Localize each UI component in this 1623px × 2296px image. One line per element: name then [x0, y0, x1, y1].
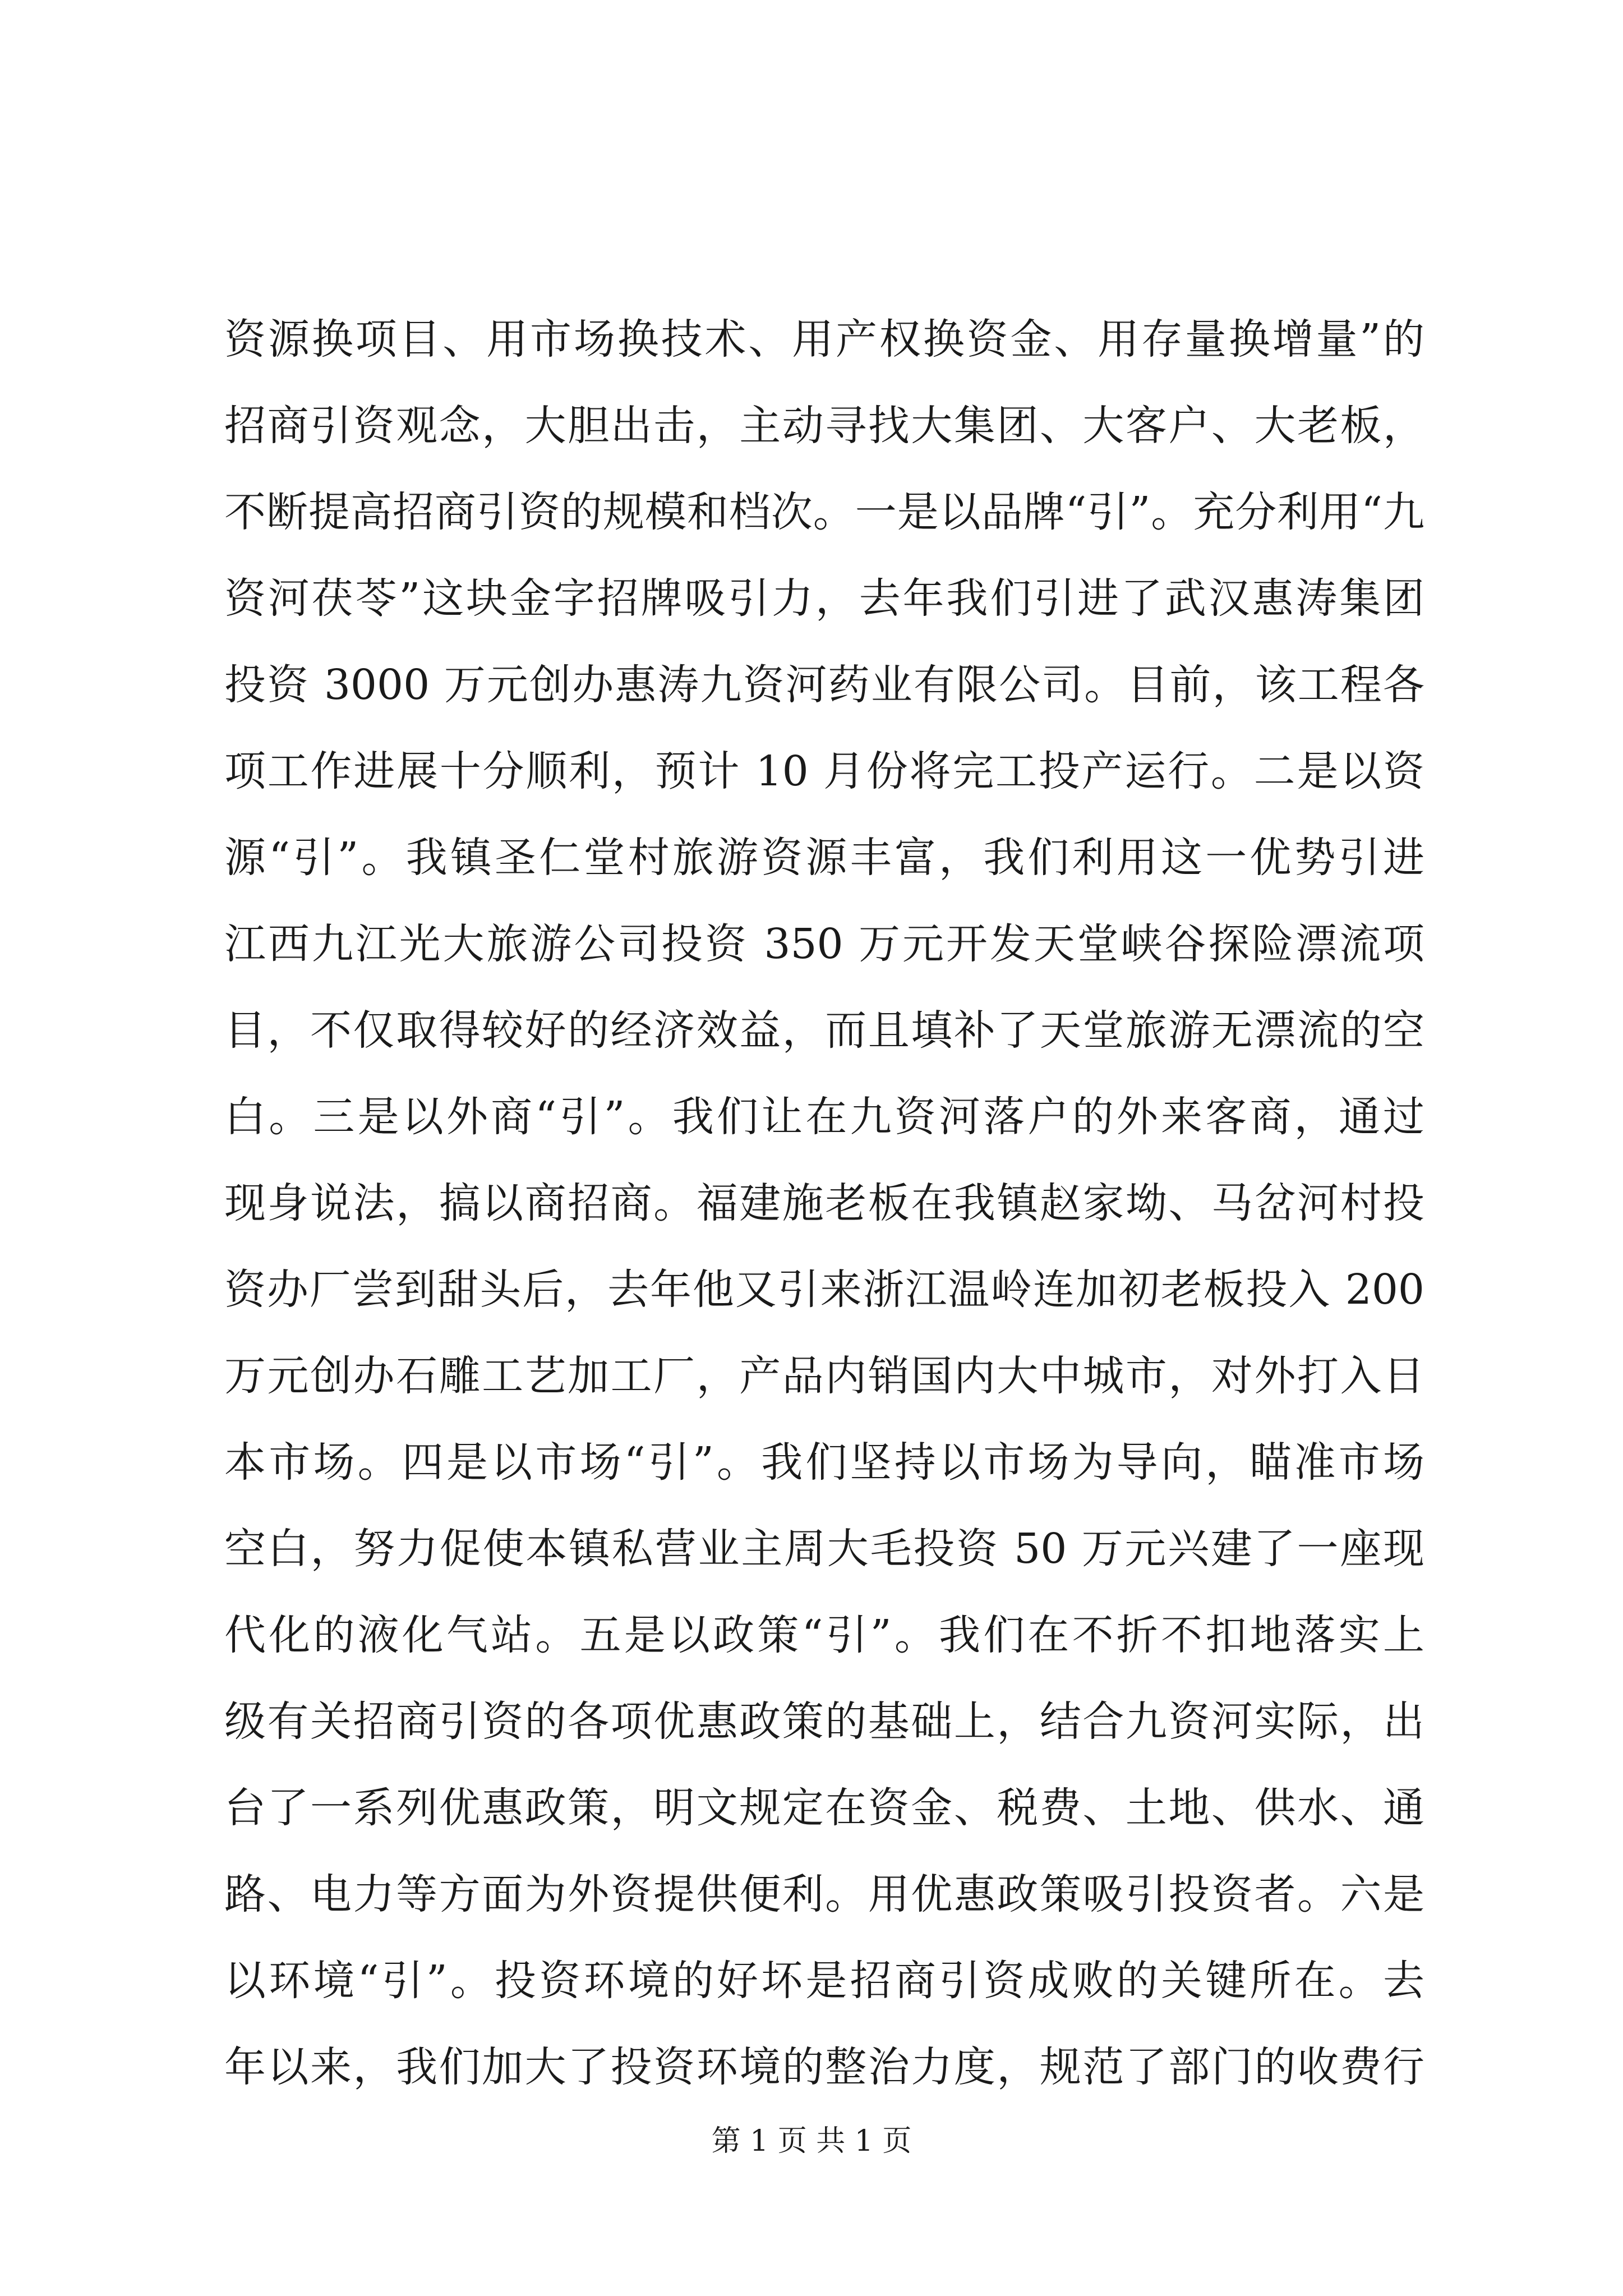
text-line: 代化的液化气站。五是以政策“引”。我们在不折不扣地落实上	[224, 1611, 1424, 1659]
text-line: 万元创办石雕工艺加工厂，产品内销国内大中城市，对外打入日	[224, 1352, 1424, 1400]
text-line: 年以来，我们加大了投资环境的整治力度，规范了部门的收费行	[224, 2043, 1424, 2091]
text-line: 资河茯苓”这块金字招牌吸引力，去年我们引进了武汉惠涛集团	[224, 574, 1424, 623]
text-line: 目，不仅取得较好的经济效益，而且填补了天堂旅游无漂流的空	[224, 1006, 1424, 1055]
body-text	[224, 296, 1424, 2110]
text-line: 资源换项目、用市场换技术、用产权换资金、用存量换增量”的	[224, 315, 1424, 364]
text-line: 现身说法，搞以商招商。福建施老板在我镇赵家坳、马岔河村投	[224, 1179, 1424, 1227]
text-line: 不断提高招商引资的规模和档次。一是以品牌“引”。充分利用“九	[224, 488, 1424, 536]
text-line: 资办厂尝到甜头后，去年他又引来浙江温岭连加初老板投入 200	[224, 1266, 1424, 1314]
page-number: 第 1 页 共 1 页	[711, 2124, 912, 2158]
text-line: 本市场。四是以市场“引”。我们坚持以市场为导向，瞄准市场	[224, 1438, 1424, 1487]
text-line: 白。三是以外商“引”。我们让在九资河落户的外来客商，通过	[224, 1093, 1424, 1141]
text-line: 台了一系列优惠政策，明文规定在资金、税费、土地、供水、通	[224, 1784, 1424, 1832]
text-line: 空白，努力促使本镇私营业主周大毛投资 50 万元兴建了一座现	[224, 1525, 1424, 1573]
text-line: 以环境“引”。投资环境的好坏是招商引资成败的关键所在。去	[224, 1957, 1424, 2005]
text-line: 级有关招商引资的各项优惠政策的基础上，结合九资河实际，出	[224, 1697, 1424, 1746]
text-line: 江西九江光大旅游公司投资 350 万元开发天堂峡谷探险漂流项	[224, 920, 1424, 968]
page-footer	[0, 2122, 1623, 2161]
text-line: 路、电力等方面为外资提供便利。用优惠政策吸引投资者。六是	[224, 1870, 1424, 1918]
text-line: 投资 3000 万元创办惠涛九资河药业有限公司。目前，该工程各	[224, 661, 1424, 709]
text-line: 源“引”。我镇圣仁堂村旅游资源丰富，我们利用这一优势引进	[224, 834, 1424, 882]
text-line: 招商引资观念，大胆出击，主动寻找大集团、大客户、大老板，	[224, 402, 1424, 450]
text-line: 项工作进展十分顺利，预计 10 月份将完工投产运行。二是以资	[224, 747, 1424, 795]
